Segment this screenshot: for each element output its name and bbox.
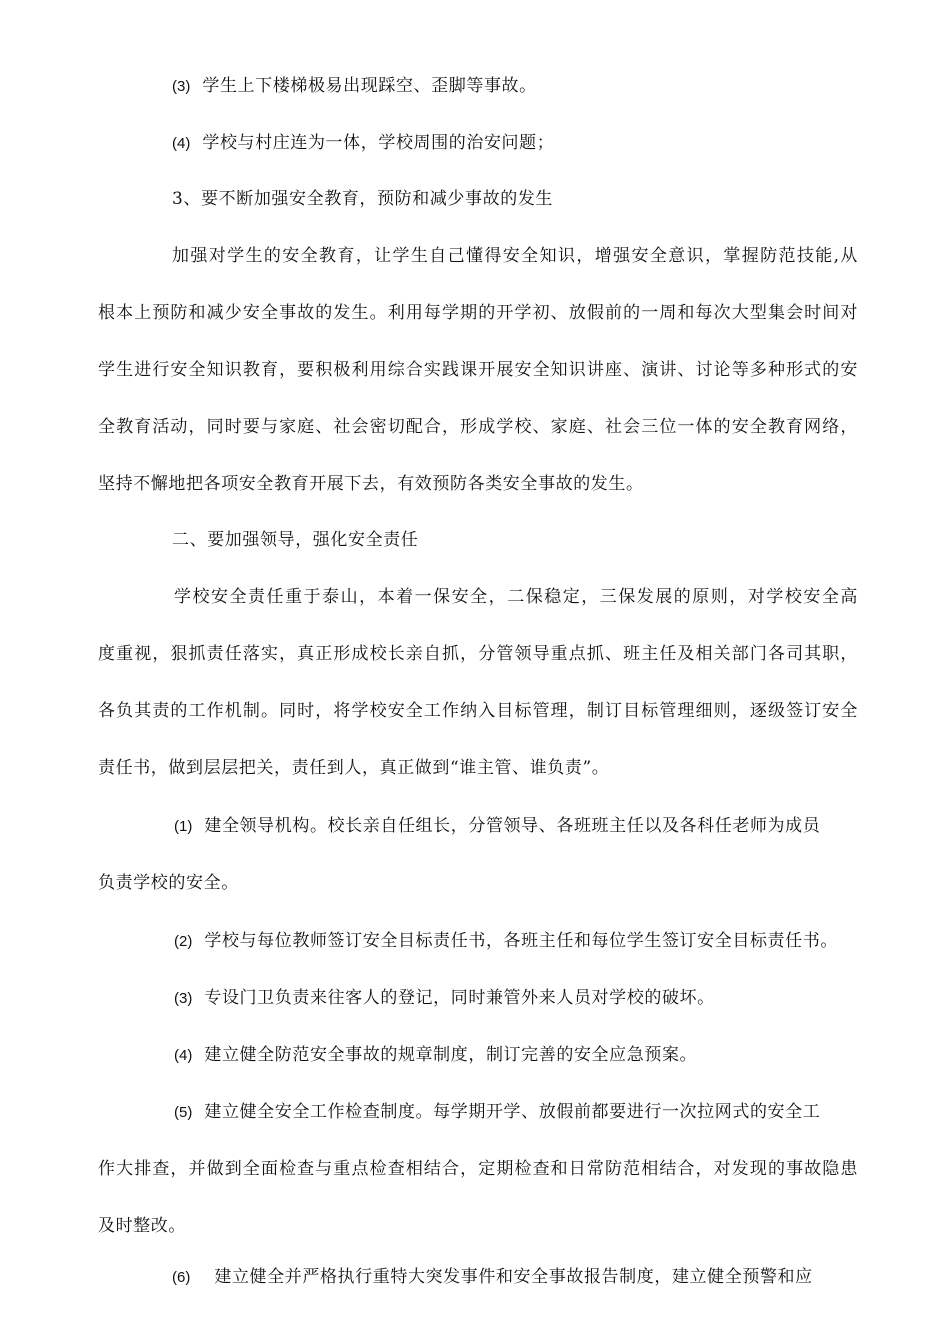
item-text: 建立健全防范安全事故的规章制度，制订完善的安全应急预案。 [204,1045,698,1065]
list-item [172,1266,813,1289]
item-text: 学校与每位教师签订安全目标责任书，各班主任和每位学生签订安全目标责任书。 [204,931,838,951]
item-number: (6) [172,1269,191,1286]
paragraph-line: 学生进行安全知识教育，要积极利用综合实践课开展安全知识讲座、演讲、讨论等多种形式的安 [98,360,858,380]
paragraph-line: 作大排查，并做到全面检查与重点检查相结合，定期检查和日常防范相结合，对发现的事故隐患 [98,1159,858,1179]
item-text: 学校与村庄连为一体，学校周围的治安问题； [202,133,555,153]
item-number: (3) [174,990,193,1007]
item-number: (1) [174,818,193,835]
list-item [174,1101,820,1124]
list-item [172,132,554,155]
paragraph-line: 各负其责的工作机制。同时，将学校安全工作纳入目标管理，制订目标管理细则，逐级签订安全 [98,701,858,721]
list-item [174,930,838,953]
paragraph-line: 学校安全责任重于泰山，本着一保安全，二保稳定，三保发展的原则，对学校安全高 [174,587,858,607]
paragraph-line: 责任书，做到层层把关，责任到人，真正做到“谁主管、谁负责”。 [98,758,610,778]
item-number: (2) [174,933,193,950]
item-number: (4) [174,1047,193,1064]
paragraph-line: 加强对学生的安全教育，让学生自己懂得安全知识，增强安全意识，掌握防范技能,从 [172,246,858,266]
list-item [174,987,715,1010]
paragraph-line: 坚持不懈地把各项安全教育开展下去，有效预防各类安全事故的发生。 [98,474,644,494]
item-text: 建全领导机构。校长亲自任组长，分管领导、各班班主任以及各科任老师为成员 [204,816,821,836]
paragraph-line: 全教育活动，同时要与家庭、社会密切配合，形成学校、家庭、社会三位一体的安全教育网络， [98,417,858,437]
section-heading: 二、要加强领导，强化安全责任 [172,530,419,550]
paragraph-line: 负责学校的安全。 [98,873,239,893]
item-text: 学生上下楼梯极易出现踩空、歪脚等事故。 [202,76,537,96]
section-heading: 3、要不断加强安全教育，预防和减少事故的发生 [172,189,554,209]
item-number: (3) [172,78,191,95]
item-number: (5) [174,1104,193,1121]
item-text: 建立健全安全工作检查制度。每学期开学、放假前都要进行一次拉网式的安全工 [204,1102,821,1122]
item-number: (4) [172,135,191,152]
list-item [174,1044,697,1067]
paragraph-line: 及时整改。 [98,1216,186,1236]
item-text: 建立健全并严格执行重特大突发事件和安全事故报告制度，建立健全预警和应 [214,1267,813,1287]
item-text: 专设门卫负责来往客人的登记，同时兼管外来人员对学校的破坏。 [204,988,715,1008]
list-item [172,75,537,98]
paragraph-line: 度重视，狠抓责任落实，真正形成校长亲自抓，分管领导重点抓、班主任及相关部门各司其职， [98,644,858,664]
list-item [174,815,858,838]
paragraph-line: 根本上预防和减少安全事故的发生。利用每学期的开学初、放假前的一周和每次大型集会时间对 [98,303,858,323]
